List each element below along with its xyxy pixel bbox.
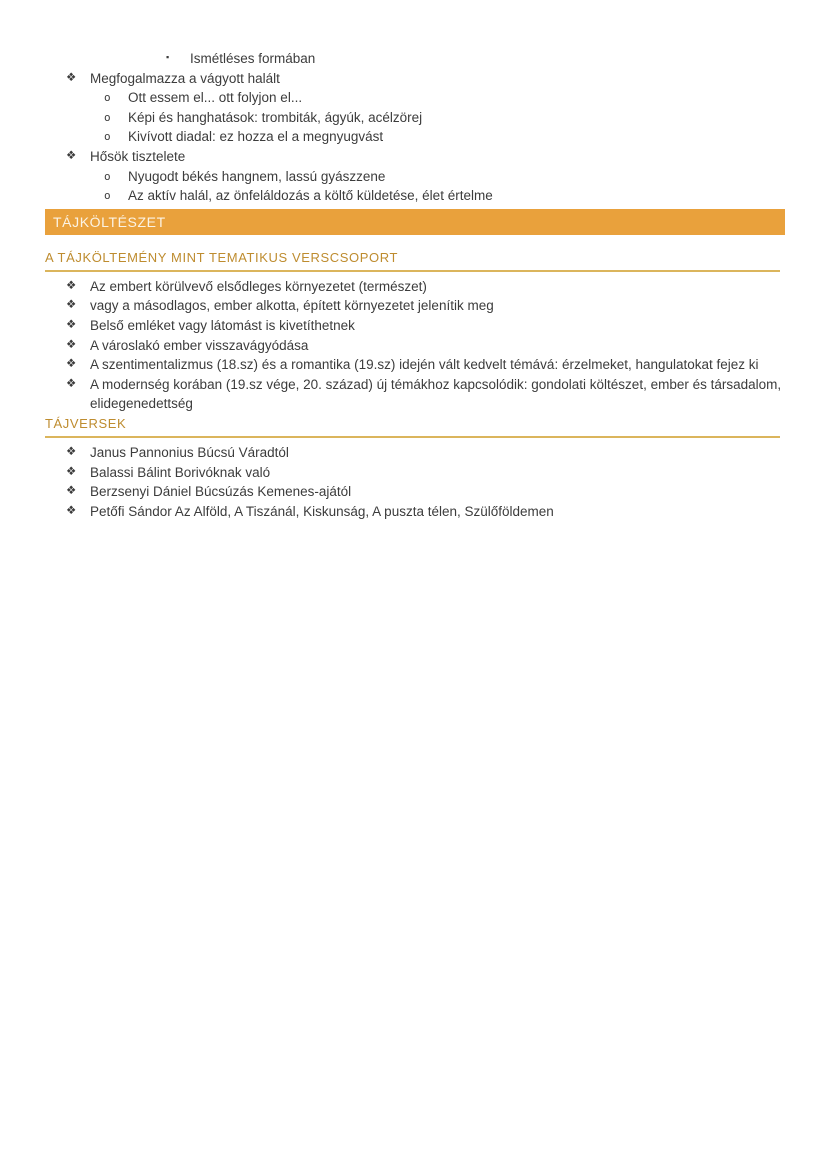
- list-item-text: Hősök tisztelete: [90, 148, 186, 164]
- list-item: [0, 88, 828, 108]
- list-item-text: Ott essem el... ott folyjon el...: [128, 90, 303, 106]
- bullet-icon: ▪: [166, 52, 170, 62]
- list-item-text: Janus Pannonius Búcsú Váradtól: [90, 444, 289, 460]
- list-item-text: Kivívott diadal: ez hozza el a megnyugvást: [128, 129, 384, 145]
- bullet-icon: o: [104, 91, 111, 105]
- list-item: [0, 463, 828, 483]
- list-item: [0, 355, 828, 375]
- document-content: [0, 0, 828, 521]
- list-item-text: Balassi Bálint Borivóknak való: [90, 464, 271, 480]
- list-item-text: Az embert körülvevő elsődleges környezetet (természet): [90, 278, 427, 294]
- list-item-text: Az aktív halál, az önfeláldozás a költő küldetése, élet értelme: [128, 188, 493, 204]
- list-item-text: Megfogalmazza a vágyott halált: [90, 70, 280, 86]
- list-item-text: Képi és hanghatások: trombiták, ágyúk, acélzörej: [128, 109, 423, 125]
- list-item: [0, 108, 828, 128]
- section-item-list: [0, 276, 828, 414]
- section-heading-banner: TÁJKÖLTÉSZET: [45, 209, 785, 235]
- list-item: [0, 69, 828, 89]
- list-item: [0, 482, 828, 502]
- bullet-icon: o: [104, 169, 111, 183]
- list-item: [0, 49, 828, 69]
- section-item-list: [0, 442, 828, 521]
- bullet-icon: o: [104, 189, 111, 203]
- bullet-icon: ❖: [66, 71, 77, 84]
- list-item: [0, 127, 828, 147]
- list-item-text: A városlakó ember visszavágyódása: [90, 337, 309, 353]
- list-item-text: Petőfi Sándor Az Alföld, A Tiszánál, Kiskunság, A puszta télen, Szülőföldemen: [90, 503, 554, 519]
- bullet-icon: ❖: [66, 149, 77, 162]
- list-item-text: vagy a másodlagos, ember alkotta, épített környezetet jelenítik meg: [90, 298, 494, 314]
- list-item: [0, 186, 828, 206]
- list-item-text: A szentimentalizmus (18.sz) és a romantika (19.sz) idején vált kedvelt témává: érzelmeket, hangulatokat fejez ki: [90, 357, 759, 373]
- bullet-icon: ❖: [66, 465, 77, 478]
- list-item-text: Nyugodt békés hangnem, lassú gyászzene: [128, 168, 386, 184]
- list-item: [0, 147, 828, 167]
- intro-list: [0, 49, 828, 206]
- bullet-icon: ❖: [66, 485, 77, 498]
- list-item: [0, 167, 828, 187]
- list-item-text: Berzsenyi Dániel Búcsúzás Kemenes-ajától: [90, 484, 352, 500]
- bullet-icon: ❖: [66, 318, 77, 331]
- list-item: [0, 502, 828, 522]
- list-item-text: A modernség korában (19.sz vége, 20. század) új témákhoz kapcsolódik: gondolati költészet, ember és társadalom, elidegenedettség: [90, 376, 782, 412]
- subsection-heading: TÁJVERSEK: [45, 416, 780, 438]
- bullet-icon: ❖: [66, 358, 77, 371]
- list-item: [0, 316, 828, 336]
- list-item: [0, 336, 828, 356]
- bullet-icon: ❖: [66, 377, 77, 390]
- bullet-icon: ❖: [66, 279, 77, 292]
- bullet-icon: o: [104, 110, 111, 124]
- sections-container: [0, 250, 828, 522]
- list-item-text: Belső emléket vagy látomást is kivetíthetnek: [90, 317, 355, 333]
- bullet-icon: ❖: [66, 299, 77, 312]
- list-item: [0, 296, 828, 316]
- bullet-icon: o: [104, 130, 111, 144]
- bullet-icon: ❖: [66, 445, 77, 458]
- list-item: [0, 443, 828, 463]
- subsection-heading: A TÁJKÖLTEMÉNY MINT TEMATIKUS VERSCSOPORT: [45, 250, 780, 272]
- bullet-icon: ❖: [66, 504, 77, 517]
- list-item: [0, 375, 828, 414]
- bullet-icon: ❖: [66, 338, 77, 351]
- list-item-text: Ismétléses formában: [190, 51, 316, 66]
- list-item: [0, 277, 828, 297]
